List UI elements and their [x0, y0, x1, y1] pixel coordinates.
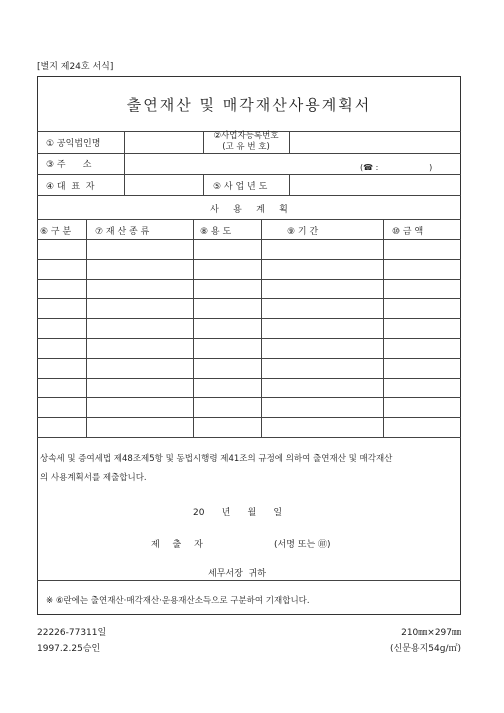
- addressee: 세무서장 귀하: [208, 569, 266, 579]
- paper-type: (신문용지54g/㎡): [390, 644, 461, 654]
- table-row-line: [37, 378, 461, 379]
- divider: [37, 580, 461, 581]
- table-row-line: [37, 298, 461, 299]
- column-header-period: ⑨ 기 간: [287, 227, 319, 237]
- divider: [289, 174, 290, 195]
- divider: [289, 131, 290, 153]
- paper-size: 210㎜×297㎜: [401, 628, 461, 638]
- business-year-label: ⑤ 사 업 년 도: [213, 182, 268, 192]
- approval-date: 1997.2.25승인: [37, 644, 101, 654]
- table-row-line: [37, 358, 461, 359]
- submitter-label: 제 출 자: [151, 540, 208, 550]
- divider: [124, 131, 125, 195]
- form-number: [별지 제24호 서식]: [37, 62, 114, 72]
- divider: [37, 195, 461, 196]
- address-label: ③ 주 소: [46, 160, 92, 170]
- divider: [37, 174, 461, 175]
- representative-label: ④ 대 표 자: [46, 182, 95, 192]
- table-row-line: [37, 338, 461, 339]
- table-row-line: [37, 397, 461, 398]
- phone-field: (☎ : ): [360, 163, 433, 172]
- divider: [261, 219, 262, 437]
- table-row-line: [37, 259, 461, 260]
- form-code: 22226-77311일: [37, 628, 107, 638]
- submission-date: 20 년 월 일: [193, 508, 283, 518]
- table-row-line: [37, 417, 461, 418]
- divider: [203, 174, 204, 195]
- declaration-text-line1: 상속세 및 증여세법 제48조제5항 및 동법시행령 제41조의 규정에 의하여 출연재산 및 매각재산: [40, 454, 393, 464]
- column-header-amount: ⑩ 금 액: [392, 227, 424, 237]
- biz-reg-label: [203, 131, 289, 153]
- divider: [86, 219, 87, 437]
- form-frame: [37, 76, 461, 615]
- biz-reg-label-line2: (고 유 번 호): [222, 142, 270, 152]
- signature-placeholder: (서명 또는 ㊞): [274, 540, 331, 550]
- form-title: 출연재산 및 매각재산사용계획서: [126, 96, 372, 114]
- column-header-property-type: ⑦ 재 산 종 류: [95, 227, 150, 237]
- column-header-category: ⑥ 구 분: [40, 227, 72, 237]
- org-name-label: ① 공익법인명: [46, 139, 101, 149]
- divider: [193, 219, 194, 437]
- table-row-line: [37, 318, 461, 319]
- biz-reg-label-line1: ②사업자등록번호: [213, 131, 279, 141]
- divider: [383, 219, 384, 437]
- divider: [37, 153, 461, 154]
- column-header-purpose: ⑧ 용 도: [200, 227, 232, 237]
- divider: [37, 239, 461, 240]
- table-row-line: [37, 279, 461, 280]
- divider: [37, 219, 461, 220]
- declaration-text-line2: 의 사용계획서를 제출합니다.: [40, 473, 147, 483]
- instruction-note: ※ ⑥란에는 출연재산·매각재산·운용재산소득으로 구분하여 기재합니다.: [46, 596, 310, 606]
- plan-section-title: 사 용 계 획: [210, 205, 288, 215]
- divider: [37, 437, 461, 438]
